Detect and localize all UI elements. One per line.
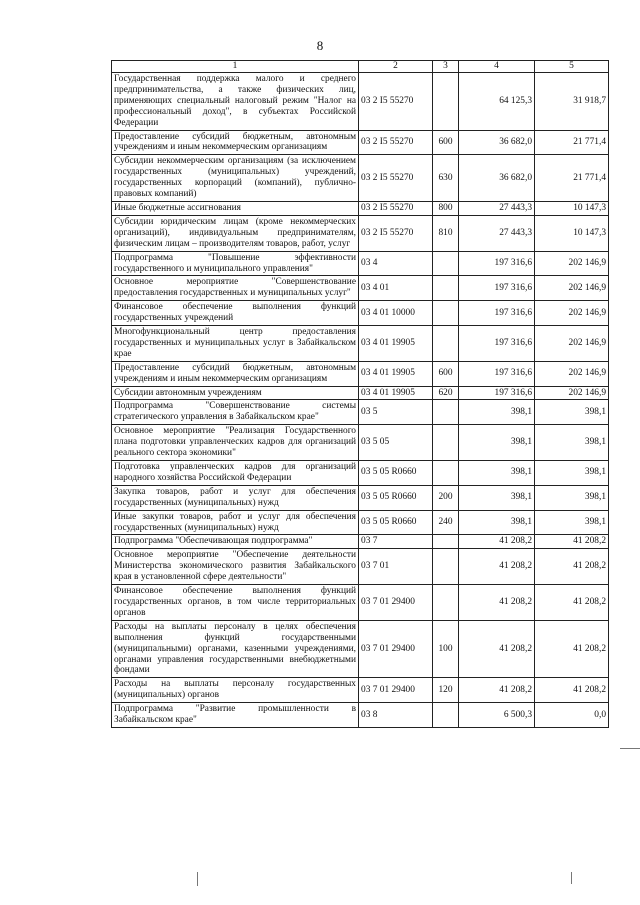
table-row [112, 361, 609, 386]
row-name-cell: Иные закупки товаров, работ и услуг для обеспечения государственных (муниципальных) нужд [112, 510, 359, 535]
table-body [112, 73, 609, 728]
row-name-cell: Основное мероприятие "Совершенствование предоставления государственных и муниципальных услуг" [112, 276, 359, 301]
row-sum-year2-cell: 398,1 [535, 485, 609, 510]
row-expense-type-cell: 800 [433, 201, 459, 215]
page-number: 8 [316, 38, 324, 53]
row-name-cell: Предоставление субсидий бюджетным, автономным учреждениям и иным некоммерческим организациям [112, 130, 359, 155]
scan-line-right [620, 748, 640, 749]
row-sum-year2-cell: 398,1 [535, 510, 609, 535]
row-name-cell: Основное мероприятие "Обеспечение деятельности Министерства экономического развития Забайкальского края в установленной сфере деятельности" [112, 549, 359, 585]
header-cell-expense-type: 3 [433, 61, 459, 73]
row-name-cell: Субсидии юридическим лицам (кроме некоммерческих организаций), индивидуальным предпринимателям, физическим лицам – производителям товаров, работ, услуг [112, 215, 359, 251]
row-name-cell: Субсидии автономным учреждениям [112, 386, 359, 400]
table-row [112, 510, 609, 535]
row-code-cell: 03 5 05 R0660 [359, 461, 433, 486]
row-sum-year2-cell: 10 147,3 [535, 215, 609, 251]
row-sum-year2-cell: 41 208,2 [535, 678, 609, 703]
row-sum-year2-cell: 10 147,3 [535, 201, 609, 215]
row-name-cell: Многофункциональный центр предоставления государственных и муниципальных услуг в Забайкальском крае [112, 326, 359, 362]
scan-mark-bottom-right [571, 872, 572, 884]
row-code-cell: 03 4 01 [359, 276, 433, 301]
row-sum-year1-cell: 197 316,6 [459, 251, 535, 276]
row-sum-year2-cell: 398,1 [535, 461, 609, 486]
row-expense-type-cell [433, 535, 459, 549]
table-row [112, 215, 609, 251]
row-sum-year1-cell: 41 208,2 [459, 535, 535, 549]
row-expense-type-cell: 120 [433, 678, 459, 703]
row-code-cell: 03 4 [359, 251, 433, 276]
row-name-cell: Финансовое обеспечение выполнения функций государственных учреждений [112, 301, 359, 326]
table-row [112, 703, 609, 728]
row-name-cell: Предоставление субсидий бюджетным, автономным учреждениям и иным некоммерческим организациям [112, 361, 359, 386]
row-sum-year1-cell: 27 443,3 [459, 201, 535, 215]
row-expense-type-cell: 620 [433, 386, 459, 400]
row-expense-type-cell [433, 301, 459, 326]
row-expense-type-cell [433, 461, 459, 486]
row-code-cell: 03 5 [359, 400, 433, 425]
table-row [112, 400, 609, 425]
row-expense-type-cell [433, 549, 459, 585]
row-sum-year2-cell: 202 146,9 [535, 361, 609, 386]
row-expense-type-cell [433, 585, 459, 621]
row-code-cell: 03 5 05 [359, 425, 433, 461]
row-sum-year1-cell: 6 500,3 [459, 703, 535, 728]
row-expense-type-cell: 600 [433, 130, 459, 155]
row-name-cell: Государственная поддержка малого и среднего предпринимательства, а также физических лиц, применяющих специальный налоговый режим "Налог на профессиональный доход", в субъектах Российской Федерации [112, 73, 359, 131]
header-row [112, 61, 609, 73]
row-sum-year2-cell: 0,0 [535, 703, 609, 728]
row-expense-type-cell: 240 [433, 510, 459, 535]
row-name-cell: Подготовка управленческих кадров для организаций народного хозяйства Российской Федерации [112, 461, 359, 486]
table-row [112, 276, 609, 301]
row-expense-type-cell [433, 400, 459, 425]
row-name-cell: Подпрограмма "Повышение эффективности государственного и муниципального управления" [112, 251, 359, 276]
budget-table [111, 60, 609, 728]
row-sum-year2-cell: 41 208,2 [535, 549, 609, 585]
row-sum-year2-cell: 21 771,4 [535, 130, 609, 155]
row-name-cell: Расходы на выплаты персоналу в целях обеспечения выполнения функций государственными (муниципальными) органами, казенными учреждениями, органами управления государственными внебюджетными фондами [112, 620, 359, 678]
row-sum-year2-cell: 41 208,2 [535, 585, 609, 621]
row-sum-year1-cell: 197 316,6 [459, 276, 535, 301]
row-code-cell: 03 7 01 29400 [359, 678, 433, 703]
row-sum-year2-cell: 31 918,7 [535, 73, 609, 131]
row-sum-year1-cell: 398,1 [459, 461, 535, 486]
row-name-cell: Основное мероприятие "Реализация Государственного плана подготовки управленческих кадров для организаций реального сектора экономики" [112, 425, 359, 461]
row-sum-year2-cell: 202 146,9 [535, 276, 609, 301]
scan-mark-bottom-left [197, 872, 198, 886]
row-sum-year1-cell: 41 208,2 [459, 549, 535, 585]
row-sum-year1-cell: 398,1 [459, 425, 535, 461]
table-row [112, 620, 609, 678]
row-sum-year1-cell: 27 443,3 [459, 215, 535, 251]
table-row [112, 301, 609, 326]
row-code-cell: 03 7 [359, 535, 433, 549]
row-code-cell: 03 4 01 19905 [359, 326, 433, 362]
row-sum-year1-cell: 398,1 [459, 510, 535, 535]
header-cell-code: 2 [359, 61, 433, 73]
row-code-cell: 03 2 I5 55270 [359, 215, 433, 251]
row-sum-year1-cell: 197 316,6 [459, 386, 535, 400]
row-name-cell: Финансовое обеспечение выполнения функций государственных органов, в том числе территориальных органов [112, 585, 359, 621]
table-row [112, 386, 609, 400]
row-expense-type-cell: 810 [433, 215, 459, 251]
row-code-cell: 03 2 I5 55270 [359, 155, 433, 202]
table-row [112, 535, 609, 549]
row-code-cell: 03 7 01 29400 [359, 620, 433, 678]
row-name-cell: Подпрограмма "Совершенствование системы стратегического управления в Забайкальском крае" [112, 400, 359, 425]
row-sum-year2-cell: 202 146,9 [535, 301, 609, 326]
table-row [112, 155, 609, 202]
row-name-cell: Подпрограмма "Обеспечивающая подпрограмма" [112, 535, 359, 549]
table-row [112, 73, 609, 131]
row-sum-year2-cell: 398,1 [535, 400, 609, 425]
table-row [112, 425, 609, 461]
row-expense-type-cell [433, 703, 459, 728]
row-expense-type-cell [433, 251, 459, 276]
row-code-cell: 03 7 01 29400 [359, 585, 433, 621]
row-name-cell: Субсидии некоммерческим организациям (за исключением государственных (муниципальных) учреждений, государственных корпораций (компаний), публично-правовых компаний) [112, 155, 359, 202]
row-sum-year1-cell: 398,1 [459, 400, 535, 425]
row-name-cell: Иные бюджетные ассигнования [112, 201, 359, 215]
row-expense-type-cell: 200 [433, 485, 459, 510]
row-expense-type-cell: 630 [433, 155, 459, 202]
row-code-cell: 03 8 [359, 703, 433, 728]
row-sum-year1-cell: 197 316,6 [459, 301, 535, 326]
table-row [112, 326, 609, 362]
row-sum-year2-cell: 202 146,9 [535, 251, 609, 276]
row-code-cell: 03 4 01 19905 [359, 386, 433, 400]
row-sum-year1-cell: 41 208,2 [459, 585, 535, 621]
row-code-cell: 03 5 05 R0660 [359, 510, 433, 535]
row-sum-year1-cell: 197 316,6 [459, 361, 535, 386]
row-sum-year2-cell: 21 771,4 [535, 155, 609, 202]
row-sum-year1-cell: 41 208,2 [459, 620, 535, 678]
row-sum-year2-cell: 398,1 [535, 425, 609, 461]
row-sum-year2-cell: 202 146,9 [535, 386, 609, 400]
table-row [112, 549, 609, 585]
table-row [112, 130, 609, 155]
table-row [112, 678, 609, 703]
row-expense-type-cell [433, 425, 459, 461]
row-expense-type-cell [433, 73, 459, 131]
row-code-cell: 03 7 01 [359, 549, 433, 585]
row-code-cell: 03 4 01 10000 [359, 301, 433, 326]
row-sum-year1-cell: 36 682,0 [459, 130, 535, 155]
row-code-cell: 03 2 I5 55270 [359, 201, 433, 215]
row-code-cell: 03 2 I5 55270 [359, 73, 433, 131]
row-expense-type-cell: 600 [433, 361, 459, 386]
row-name-cell: Расходы на выплаты персоналу государственных (муниципальных) органов [112, 678, 359, 703]
table-row [112, 461, 609, 486]
row-sum-year1-cell: 41 208,2 [459, 678, 535, 703]
row-sum-year1-cell: 36 682,0 [459, 155, 535, 202]
row-sum-year2-cell: 202 146,9 [535, 326, 609, 362]
row-sum-year1-cell: 64 125,3 [459, 73, 535, 131]
table-row [112, 585, 609, 621]
header-cell-sum-year2: 5 [535, 61, 609, 73]
row-sum-year2-cell: 41 208,2 [535, 535, 609, 549]
row-sum-year1-cell: 197 316,6 [459, 326, 535, 362]
row-code-cell: 03 4 01 19905 [359, 361, 433, 386]
row-sum-year2-cell: 41 208,2 [535, 620, 609, 678]
header-cell-sum-year1: 4 [459, 61, 535, 73]
row-code-cell: 03 5 05 R0660 [359, 485, 433, 510]
table-row [112, 485, 609, 510]
row-sum-year1-cell: 398,1 [459, 485, 535, 510]
header-cell-name: 1 [112, 61, 359, 73]
row-expense-type-cell [433, 326, 459, 362]
row-name-cell: Подпрограмма "Развитие промышленности в Забайкальском крае" [112, 703, 359, 728]
row-expense-type-cell: 100 [433, 620, 459, 678]
table-row [112, 251, 609, 276]
row-code-cell: 03 2 I5 55270 [359, 130, 433, 155]
table-row [112, 201, 609, 215]
row-name-cell: Закупка товаров, работ и услуг для обеспечения государственных (муниципальных) нужд [112, 485, 359, 510]
row-expense-type-cell [433, 276, 459, 301]
